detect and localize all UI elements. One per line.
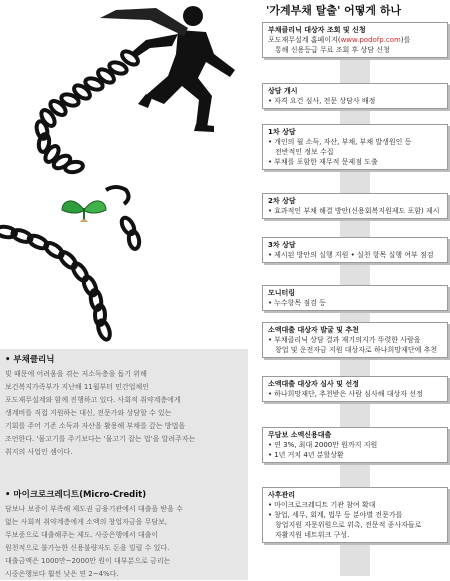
illustration [0,0,240,345]
bullet: • [268,441,273,449]
flow-step [262,376,448,402]
glossary-section [5,353,245,459]
line-text: 창업, 세무, 회계, 법무 등 분야별 전문가를 [274,511,403,519]
flow-step [262,124,448,170]
glossary-line: 기회를 주어 기존 소득과 자산을 활용해 부채를 갚는 방법을 [5,422,186,430]
flow-step-title: 2차 상담 [268,197,296,205]
flow-step-line [268,500,443,510]
website-link[interactable]: www.podofp.com [340,36,401,44]
running-man-icon [100,6,235,132]
flow-step-line [268,335,443,345]
glossary-line: 없는 사회적 취약계층에게 소액의 창업자금을 무담보, [5,518,168,526]
line-text: 창업지원 자문위원으로 위촉, 전문적 종사자들로 [275,521,422,529]
glossary-section [5,488,245,581]
bullet: • [268,501,273,509]
line-text: 하나희망재단, 추천받은 사람 심사해 대상자 선정 [274,390,423,398]
bullet: • [268,97,273,105]
line-text: )를 [400,36,411,44]
glossary-line: 빚 때문에 어려움을 겪는 저소득층을 돕기 위해 [5,370,147,378]
flow-step-line [268,206,443,216]
line-text: 효과적인 부채 해결 방안(신용회복지원제도 포함) 제시 [274,207,440,215]
glossary-line: 무보증으로 대출해주는 제도. 사중은행에서 대출이 [5,531,159,539]
bullet: • [268,511,273,519]
flow-step-line [268,250,443,260]
glossary-line: 취지의 사업인 셈이다. [5,448,73,456]
flow-step-title: 소액대출 대상자 발굴 및 추천 [268,326,359,334]
bullet: • [268,390,273,398]
flow-step [262,83,448,109]
flow-step-line [268,450,443,460]
flow-step-line [268,440,443,450]
flow-step-line [268,298,443,308]
line-text: 자격 요건 심사, 전문 상담사 배정 [274,97,376,105]
glossary-line: 시중은행보다 훨씬 낮은 연 2~4%다. [5,570,119,578]
line-text: 창업 및 운전자금 지원 대상자로 하나희망재단에 추천 [275,346,438,354]
flow-step [262,193,448,219]
line-text: 자활지원 네트워크 구성. [275,531,350,539]
glossary-heading: • 마이크로크레디트(Micro-Credit) [5,490,147,500]
flow-step-line [268,147,443,157]
flow-step-line [268,157,443,167]
bullet: • [268,336,273,344]
flow-step [262,427,448,463]
flow-step [262,322,448,358]
line-text: 통해 신용등급 무료 조회 후 상담 신청 [275,46,390,54]
line-text: 제시된 방안의 실행 지원 • 실천 항목 실행 여부 점검 [274,251,434,259]
glossary-heading: • 부채클리닉 [5,355,55,365]
bullet: • [268,251,273,259]
broken-chain-icon [0,49,140,341]
flow-step-title: 모니터링 [268,289,296,297]
flow-step-title: 소액대출 대상자 심사 및 선정 [268,380,359,388]
flow-step-line [268,35,443,45]
line-text: 개인의 월 소득, 자산, 부채, 부채 발생원인 등 [274,138,412,146]
flow-step-line [268,345,443,355]
flow-step-title: 1차 상담 [268,128,296,136]
sprout-icon [62,201,106,222]
flow-step-line [268,96,443,106]
line-text: 포도재무설계 홈페이지( [268,36,341,44]
flow-step-line [268,530,443,540]
flow-step [262,285,448,311]
line-text: 부채를 포함한 재무적 문제점 도출 [274,158,378,166]
line-text: 마이크로크레디트 기관 참여 확대 [274,501,376,509]
flow-step-line [268,45,443,55]
page-title: '가계부채 탈출' 어떻게 하나 [266,4,402,17]
flow-step-title: 무담보 소액신용대출 [268,431,332,439]
flow-step [262,487,448,543]
flow-step [262,22,448,58]
glossary-body [5,503,245,581]
flow-step-line [268,520,443,530]
flow-step-line [268,137,443,147]
glossary-line: 원천적으로 불가능한 신용불량자도 돈을 빌릴 수 있다. [5,544,170,552]
bullet: • [268,451,273,459]
bullet: • [268,207,273,215]
flow-step-title: 부채클리닉 대상자 조회 및 신청 [268,26,366,34]
glossary-line: 조언한다. '물고기를 주기보다는 '물고기 잡는 법'을 알려주자는 [5,435,196,443]
flow-step-line [268,389,443,399]
line-text: 부채클리닉 상담 결과 재기의지가 뚜렷한 사람을 [274,336,421,344]
bullet: • [268,299,273,307]
bullet: • [268,138,273,146]
glossary-line: 담보나 보증이 부족해 제도권 금융기관에서 대출을 받을 수 [5,505,183,513]
line-text: 누수항목 점검 등 [274,299,326,307]
glossary-line: 대출금액은 1000만~2000만 원이 대부분으로 금리는 [5,557,171,565]
glossary-line: 포도재무설계와 함께 진행하고 있다. 사회적 취약계층에게 [5,396,181,404]
line-text: 연 3%, 최대 2000만 원까지 지원 [274,441,378,449]
flow-step-title: 사후관리 [268,491,296,499]
glossary-body [5,368,245,459]
glossary-line: 보건복지가족부가 지난해 11월부터 민간업체인 [5,383,150,391]
flow-step-title: 3차 상담 [268,241,296,249]
bullet: • [268,158,273,166]
glossary-line: 생계비를 직접 지원하는 대신, 전문가와 상담할 수 있는 [5,409,172,417]
flow-step-title: 상담 개시 [268,87,298,95]
line-text: 1년 거치 4년 분할상환 [274,451,344,459]
flow-step [262,237,448,263]
flow-step-line [268,510,443,520]
flow-chart [262,0,448,580]
line-text: 전반적인 정보 수집 [275,148,334,156]
glossary-panel [0,349,248,580]
